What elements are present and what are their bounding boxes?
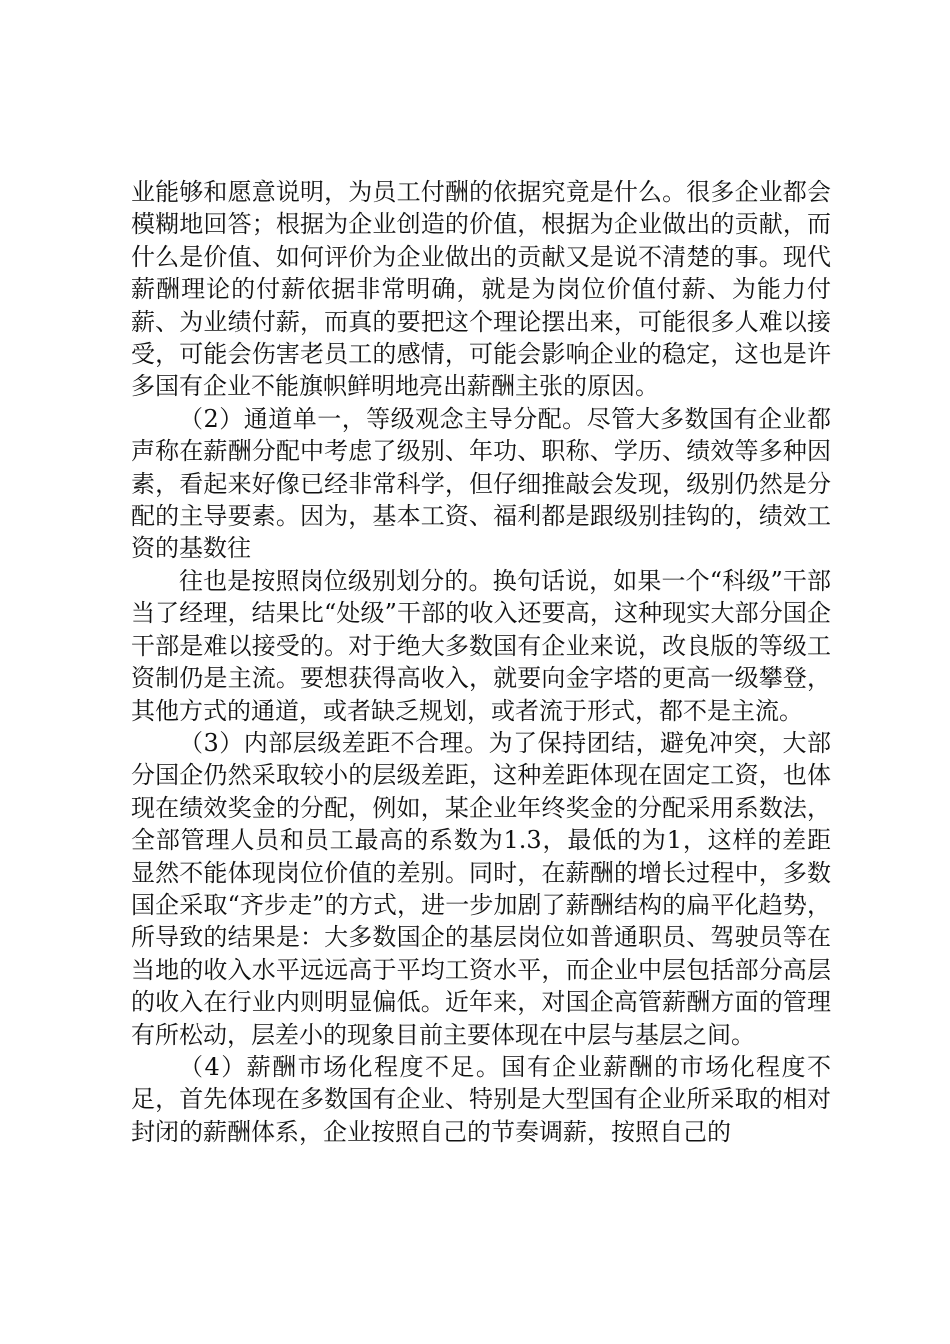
paragraph-continuation: 业能够和愿意说明，为员工付酬的依据究竟是什么。很多企业都会模糊地回答；根据为企业创造的价值，根据为企业做出的贡献，而什么是价值、如何评价为企业做出的贡献又是说不清楚的事。现代薪酬理论的付薪依据非常明确，就是为岗位价值付薪、为能力付薪、为业绩付薪，而真的要把这个理论摆出来，可能很多人难以接受，可能会伤害老员工的感情，可能会影响企业的稳定，这也是许多国有企业不能旗帜鲜明地亮出薪酬主张的原因。 [131,178,831,401]
paragraph-point-2-continued: 往也是按照岗位级别划分的。换句话说，如果一个“科级”干部当了经理，结果比“处级”干部的收入还要高，这种现实大部分国企干部是难以接受的。对于绝大多数国有企业来说，改良版的等级工资制仍是主流。要想获得高收入，就要向金字塔的更高一级攀登，其他方式的通道，或者缺乏规划，或者流于形式，都不是主流。 [131,566,831,725]
paragraph-point-4: （4）薪酬市场化程度不足。国有企业薪酬的市场化程度不足，首先体现在多数国有企业、特别是大型国有企业所采取的相对封闭的薪酬体系，企业按照自己的节奏调薪，按照自己的 [131,1052,831,1146]
paragraph-point-2: （2）通道单一，等级观念主导分配。尽管大多数国有企业都声称在薪酬分配中考虑了级别、年功、职称、学历、绩效等多种因素，看起来好像已经非常科学，但仔细推敲会发现，级别仍然是分配的主导要素。因为，基本工资、福利都是跟级别挂钩的，绩效工资的基数往 [131,404,831,563]
document-body [131,176,831,1148]
paragraph-point-3: （3）内部层级差距不合理。为了保持团结，避免冲突，大部分国企仍然采取较小的层级差距，这种差距体现在固定工资，也体现在绩效奖金的分配，例如，某企业年终奖金的分配采用系数法，全部管理人员和员工最高的系数为1.3，最低的为1，这样的差距显然不能体现岗位价值的差别。同时，在薪酬的增长过程中，多数国企采取“齐步走”的方式，进一步加剧了薪酬结构的扁平化趋势，所导致的结果是：大多数国企的基层岗位如普通职员、驾驶员等在当地的收入水平远远高于平均工资水平，而企业中层包括部分高层的收入在行业内则明显偏低。近年来，对国企高管薪酬方面的管理有所松动，层差小的现象目前主要体现在中层与基层之间。 [131,728,831,1049]
